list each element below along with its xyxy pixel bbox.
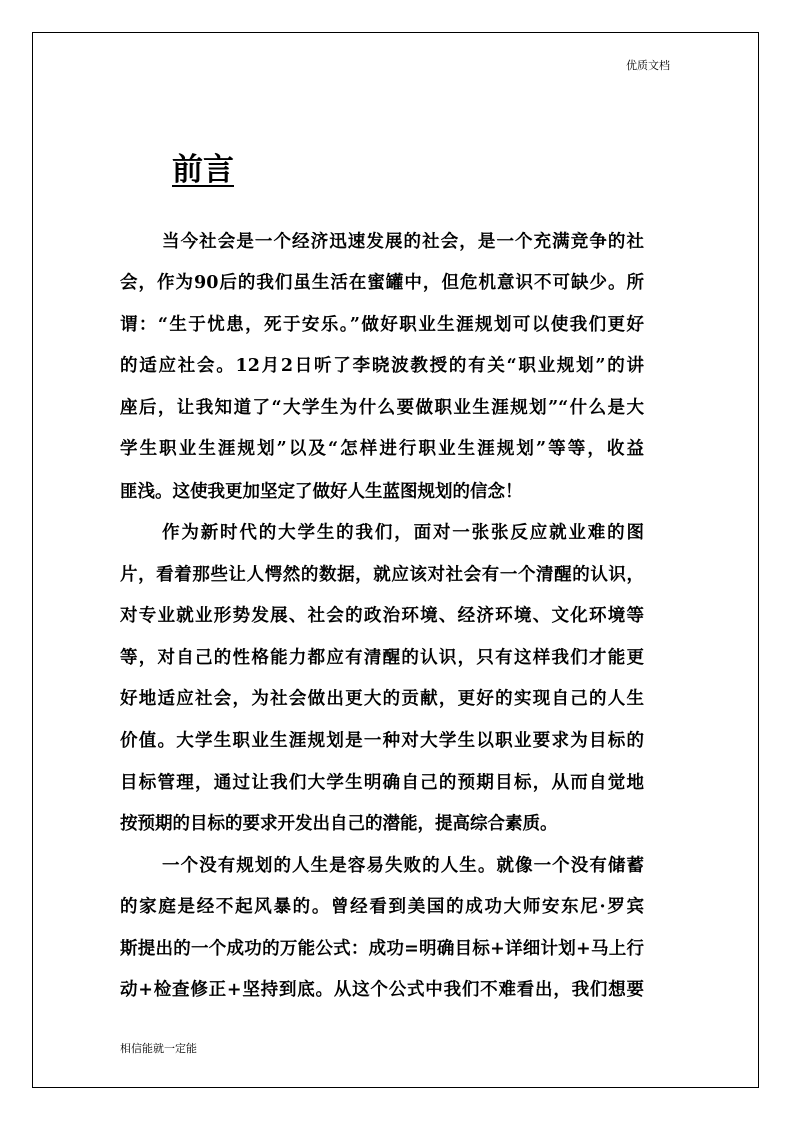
paragraph-line: 谓：“生于忧患，死于安乐。”做好职业生涯规划可以使我们更好 bbox=[120, 315, 644, 335]
paragraph-line: 座后，让我知道了“大学生为什么要做职业生涯规划”“什么是大 bbox=[120, 398, 644, 418]
paragraph-line: 的适应社会。12月2日听了李晓波教授的有关“职业规划”的讲 bbox=[120, 356, 644, 376]
paragraph-line: 的家庭是经不起风暴的。曾经看到美国的成功大师安东尼·罗宾 bbox=[120, 897, 644, 917]
document-title: 前言 bbox=[172, 152, 234, 188]
paragraph-line: 斯提出的一个成功的万能公式：成功=明确目标+详细计划+马上行 bbox=[120, 939, 644, 959]
footer-label: 相信能就一定能 bbox=[120, 1042, 197, 1055]
paragraph-line: 学生职业生涯规划”以及“怎样进行职业生涯规划”等等，收益 bbox=[120, 439, 644, 459]
paragraph-line: 等，对自己的性格能力都应有清醒的认识，只有这样我们才能更 bbox=[120, 648, 644, 668]
paragraph-line: 当今社会是一个经济迅速发展的社会，是一个充满竞争的社 bbox=[162, 232, 644, 252]
paragraph-line: 作为新时代的大学生的我们，面对一张张反应就业难的图 bbox=[162, 523, 644, 543]
paragraph-line: 片，看着那些让人愕然的数据，就应该对社会有一个清醒的认识， bbox=[120, 565, 644, 585]
paragraph-line: 匪浅。这使我更加坚定了做好人生蓝图规划的信念！ bbox=[120, 482, 523, 502]
paragraph-line: 按预期的目标的要求开发出自己的潜能，提高综合素质。 bbox=[120, 814, 558, 834]
header-label: 优质文档 bbox=[626, 59, 670, 72]
paragraph-line: 一个没有规划的人生是容易失败的人生。就像一个没有储蓄 bbox=[162, 856, 644, 876]
paragraph-line: 对专业就业形势发展、社会的政治环境、经济环境、文化环境等 bbox=[120, 606, 644, 626]
paragraph-line: 价值。大学生职业生涯规划是一种对大学生以职业要求为目标的 bbox=[120, 731, 644, 751]
paragraph-line: 好地适应社会，为社会做出更大的贡献，更好的实现自己的人生 bbox=[120, 689, 644, 709]
paragraph-line: 动+检查修正+坚持到底。从这个公式中我们不难看出，我们想要 bbox=[120, 980, 644, 1000]
paragraph-line: 目标管理，通过让我们大学生明确自己的预期目标，从而自觉地 bbox=[120, 773, 644, 793]
paragraph-line: 会，作为90后的我们虽生活在蜜罐中，但危机意识不可缺少。所 bbox=[120, 273, 644, 293]
